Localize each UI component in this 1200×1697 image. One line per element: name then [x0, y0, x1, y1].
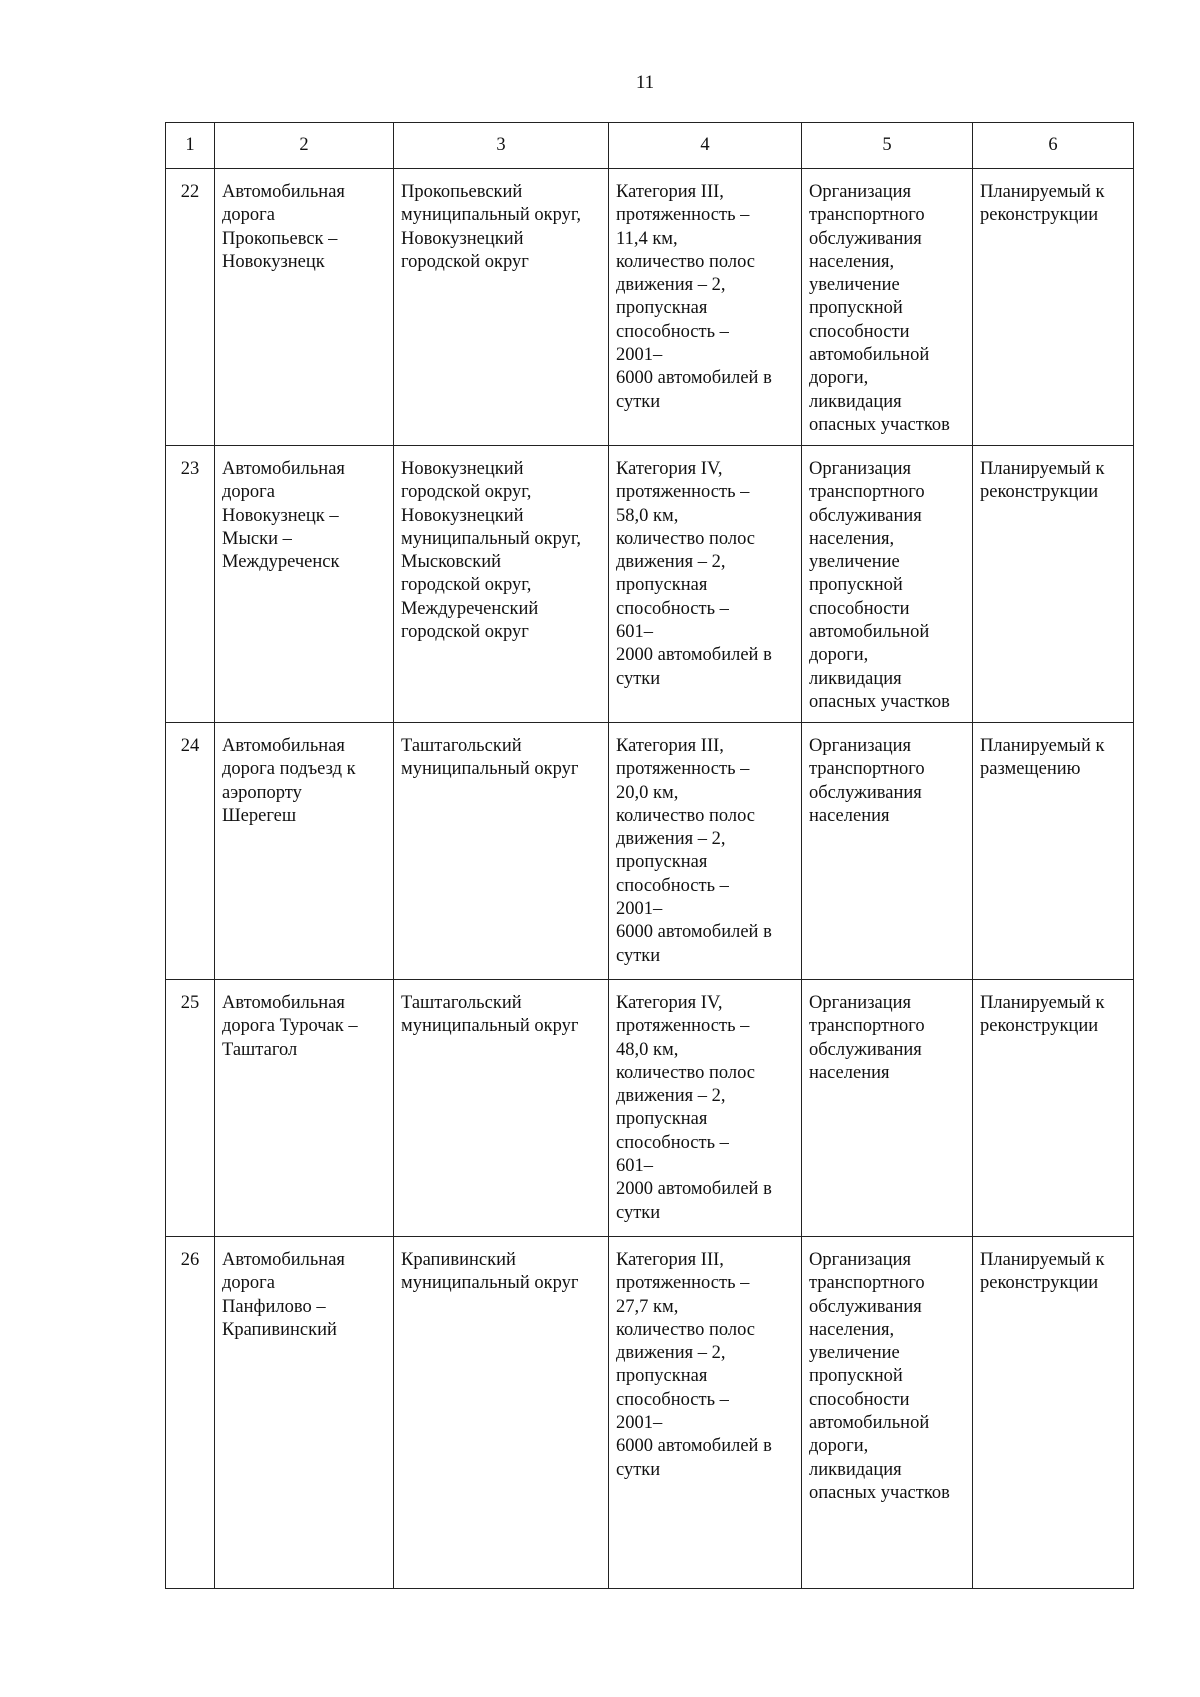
- column-header-3: 3: [394, 123, 609, 169]
- table-row: [166, 446, 1134, 723]
- column-header-5: 5: [802, 123, 973, 169]
- table-row: [166, 169, 1134, 446]
- road-purpose: Организация транспортного обслуживания населения, увеличение пропускной способности автомобильной дороги, ликвидация опасных участков: [802, 169, 973, 446]
- road-purpose: Организация транспортного обслуживания населения, увеличение пропускной способности автомобильной дороги, ликвидация опасных участков: [802, 446, 973, 723]
- table-row: [166, 1237, 1134, 1589]
- table-row: [166, 980, 1134, 1237]
- row-number: 24: [166, 723, 215, 980]
- road-location: Крапивинский муниципальный округ: [394, 1237, 609, 1589]
- road-location: Прокопьевский муниципальный округ, Новокузнецкий городской округ: [394, 169, 609, 446]
- row-number: 22: [166, 169, 215, 446]
- road-characteristics: Категория IV, протяженность – 48,0 км, количество полос движения – 2, пропускная способность – 601– 2000 автомобилей в сутки: [609, 980, 802, 1237]
- road-name: Автомобильная дорога Панфилово – Крапивинский: [215, 1237, 394, 1589]
- road-characteristics: Категория III, протяженность – 27,7 км, количество полос движения – 2, пропускная способность – 2001– 6000 автомобилей в сутки: [609, 1237, 802, 1589]
- road-name: Автомобильная дорога Новокузнецк – Мыски – Междуреченск: [215, 446, 394, 723]
- row-number: 25: [166, 980, 215, 1237]
- road-characteristics: Категория IV, протяженность – 58,0 км, количество полос движения – 2, пропускная способность – 601– 2000 автомобилей в сутки: [609, 446, 802, 723]
- road-status: Планируемый к размещению: [973, 723, 1134, 980]
- column-header-1: 1: [166, 123, 215, 169]
- road-purpose: Организация транспортного обслуживания населения, увеличение пропускной способности автомобильной дороги, ликвидация опасных участков: [802, 1237, 973, 1589]
- road-characteristics: Категория III, протяженность – 11,4 км, количество полос движения – 2, пропускная способность – 2001– 6000 автомобилей в сутки: [609, 169, 802, 446]
- row-number: 26: [166, 1237, 215, 1589]
- column-header-6: 6: [973, 123, 1134, 169]
- road-name: Автомобильная дорога Прокопьевск – Новокузнецк: [215, 169, 394, 446]
- roads-table: [165, 122, 1134, 1589]
- road-status: Планируемый к реконструкции: [973, 169, 1134, 446]
- column-header-2: 2: [215, 123, 394, 169]
- road-characteristics: Категория III, протяженность – 20,0 км, количество полос движения – 2, пропускная способность – 2001– 6000 автомобилей в сутки: [609, 723, 802, 980]
- page-number: 11: [635, 72, 655, 93]
- road-location: Таштагольский муниципальный округ: [394, 980, 609, 1237]
- column-header-4: 4: [609, 123, 802, 169]
- road-status: Планируемый к реконструкции: [973, 446, 1134, 723]
- table-row: [166, 723, 1134, 980]
- road-name: Автомобильная дорога подъезд к аэропорту Шерегеш: [215, 723, 394, 980]
- road-purpose: Организация транспортного обслуживания населения: [802, 980, 973, 1237]
- road-name: Автомобильная дорога Турочак – Таштагол: [215, 980, 394, 1237]
- road-location: Таштагольский муниципальный округ: [394, 723, 609, 980]
- road-purpose: Организация транспортного обслуживания населения: [802, 723, 973, 980]
- row-number: 23: [166, 446, 215, 723]
- road-status: Планируемый к реконструкции: [973, 980, 1134, 1237]
- header-row: [166, 123, 1134, 169]
- road-location: Новокузнецкий городской округ, Новокузнецкий муниципальный округ, Мысковский городской округ, Междуреченский городской округ: [394, 446, 609, 723]
- road-status: Планируемый к реконструкции: [973, 1237, 1134, 1589]
